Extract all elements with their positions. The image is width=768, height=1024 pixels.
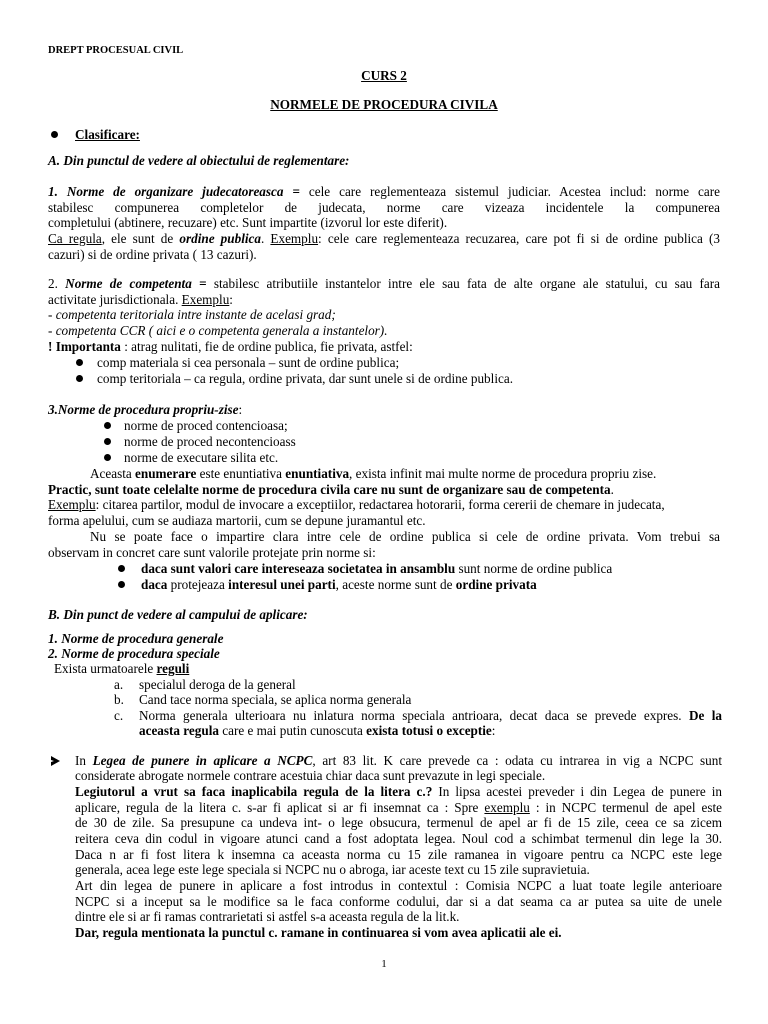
bullet-icon [76,375,83,382]
arrow-para-line-9: Art din legea de punere in aplicare a fost introdus in contextul : Comisia NCPC a luat toate legile anterioare [75,878,722,893]
n3-heading: 3.Norme de procedura propriu-zise: [48,402,243,417]
rule-c-line-1: Norma generala ulterioara nu inlatura norma speciala antrioara, decat daca se prevede expres. De la [139,708,722,723]
list-marker-c: c. [114,708,124,723]
course-header: DREPT PROCESUAL CIVIL [48,45,184,56]
n3-bullet-3: norme de executare silita etc. [124,450,279,465]
bullet-icon [76,359,83,366]
n3-bullet-b: daca protejeaza interesul unei parti, aceste norme sunt de ordine privata [141,577,537,592]
n1-line-2: stabilesc compunerea completelor de judecata, norme care vizeaza incidentele la compunerea [48,200,720,215]
list-marker-a: a. [114,677,124,692]
arrow-para-line-5: de 30 de zile. Sa presupune ca undeva int- o lege obsucura, termenul de apel ar fi de 15 zile, ceea ce sa zicem [75,815,722,830]
rules-intro: Exista urmatoarele reguli [54,661,190,676]
arrow-para-line-3: Legiutorul a vrut sa faca inaplicabila regula de la litera c.? In lipsa acestei preveder i din Legea de punere in [75,784,722,799]
n1-line-3: completului (abtinere, recuzare) etc. Sunt impartite (izvorul lor este diferit). [48,215,448,230]
page-number: 1 [381,958,387,970]
bullet-icon [51,131,58,138]
bullet-icon [104,422,111,429]
bullet-icon [104,454,111,461]
n3-para-6: observam in concret care sunt valorile protejate prin norme si: [48,545,376,560]
n3-para-5: Nu se poate face o impartire clara intre cele de ordine publica si cele de ordine privata. Vom trebui sa [90,529,720,544]
arrow-para-line-6: reitera ceva din codul in vigoare atunci cand a fost adoptata legea. Noul cod a schimbat termenul din lege la 30. [75,831,722,846]
n2-bullet-1: comp materiala si cea personala – sunt de ordine publica; [97,355,400,370]
bullet-icon [104,438,111,445]
classification-heading: Clasificare: [75,127,140,142]
arrow-para-line-8: generala, acea lege este lege speciala si NCPC nu o abroga, iar aceste text cu 15 zile supravietuia. [75,862,590,877]
n3-para-3: Exemplu: citarea partilor, modul de invocare a exceptiilor, redactarea hotorarii, forma cererii de chemare in judecata, [48,497,665,512]
section-a-heading: A. Din punctul de vedere al obiectului de reglementare: [48,153,350,168]
n1-line-1: 1. Norme de organizare judecatoreasca = cele care reglementeaza sistemul judiciar. Acestea includ: norme care [48,184,720,199]
rule-c-line-2: aceasta regula care e mai putin cunoscuta exista totusi o exceptie: [139,723,496,738]
bullet-icon [118,581,125,588]
n3-para-4: forma apelului, cum se audiaza martorii, cum se depune juramantul etc. [48,513,426,528]
rule-b: Cand tace norma speciala, se aplica norma generala [139,692,412,707]
arrow-para-line-11: dintre ele si ar fi ramas contrarietati si astfel s-a aceasta regula de la lit.k. [75,909,460,924]
n2-importance: ! Importanta : atrag nulitati, fie de ordine publica, fie privata, astfel: [48,339,413,354]
n3-para-1: Aceasta enumerare este enuntiativa enuntiativa, exista infinit mai multe norme de procedura propriu zise. [90,466,657,481]
n1-line-5: cazuri) si de ordine privata ( 13 cazuri). [48,247,257,262]
arrow-para-line-10: NCPC si a inceput sa le modifice sa le faca conforme codului, dar si a dat seama ca ar putea sa uite de unele [75,894,722,909]
arrow-bullet-icon [51,756,60,766]
n2-line-1: 2. Norme de competenta = stabilesc atributiile instantelor intre ele sau fata de alte organe ale statului, cu sau fara [48,276,721,291]
rule-a: specialul deroga de la general [139,677,296,692]
section-b-n2: 2. Norme de procedura speciale [48,646,220,661]
n3-bullet-a: daca sunt valori care intereseaza societatea in ansamblu sunt norme de ordine publica [141,561,613,576]
n2-line-4: - competenta CCR ( aici e o competenta generala a instantelor). [48,323,388,338]
page-title: NORMELE DE PROCEDURA CIVILA [270,97,498,112]
n3-bullet-2: norme de proced necontencioass [124,434,296,449]
arrow-para-line-2: considerate abrogate normele contrare acestuia chiar daca sunt prevazute in legi speciale. [75,768,546,783]
n2-line-2: activitate jurisdictionala. Exemplu: [48,292,233,307]
arrow-para-line-12: Dar, regula mentionata la punctul c. ramane in continuarea si vom avea aplicatii ale ei. [75,925,562,940]
n3-para-2: Practic, sunt toate celelalte norme de procedura civila care nu sunt de organizare sau de competenta. [48,482,614,497]
course-number: CURS 2 [361,68,407,83]
n1-line-4: Ca regula, ele sunt de ordine publica. Exemplu: cele care reglementeaza recuzarea, care pot fi si de ordine publica (3 [48,231,720,246]
list-marker-b: b. [114,692,124,707]
n2-bullet-2: comp teritoriala – ca regula, ordine privata, dar sunt unele si de ordine publica. [97,371,513,386]
arrow-para-line-1: In Legea de punere in aplicare a NCPC, art 83 lit. K care prevede ca : odata cu intrarea in vig a NCPC sunt [75,753,722,768]
n3-bullet-1: norme de proced contencioasa; [124,418,288,433]
bullet-icon [118,565,125,572]
section-b-n1: 1. Norme de procedura generale [48,631,224,646]
n2-line-3: - competenta teritoriala intre instante de acelasi grad; [48,307,336,322]
section-b-heading: B. Din punct de vedere al campului de aplicare: [48,607,308,622]
arrow-para-line-7: Daca n ar fi fost litera k insemna ca aceasta norma cu 15 zile ramanea in vigoare pentru ca NCPC este lege [75,847,722,862]
arrow-para-line-4: aplicare, regula de la litera c. s-ar fi aplicat si ar fi insemnat ca : Spre exemplu : in NCPC termenul de apel este [75,800,723,815]
